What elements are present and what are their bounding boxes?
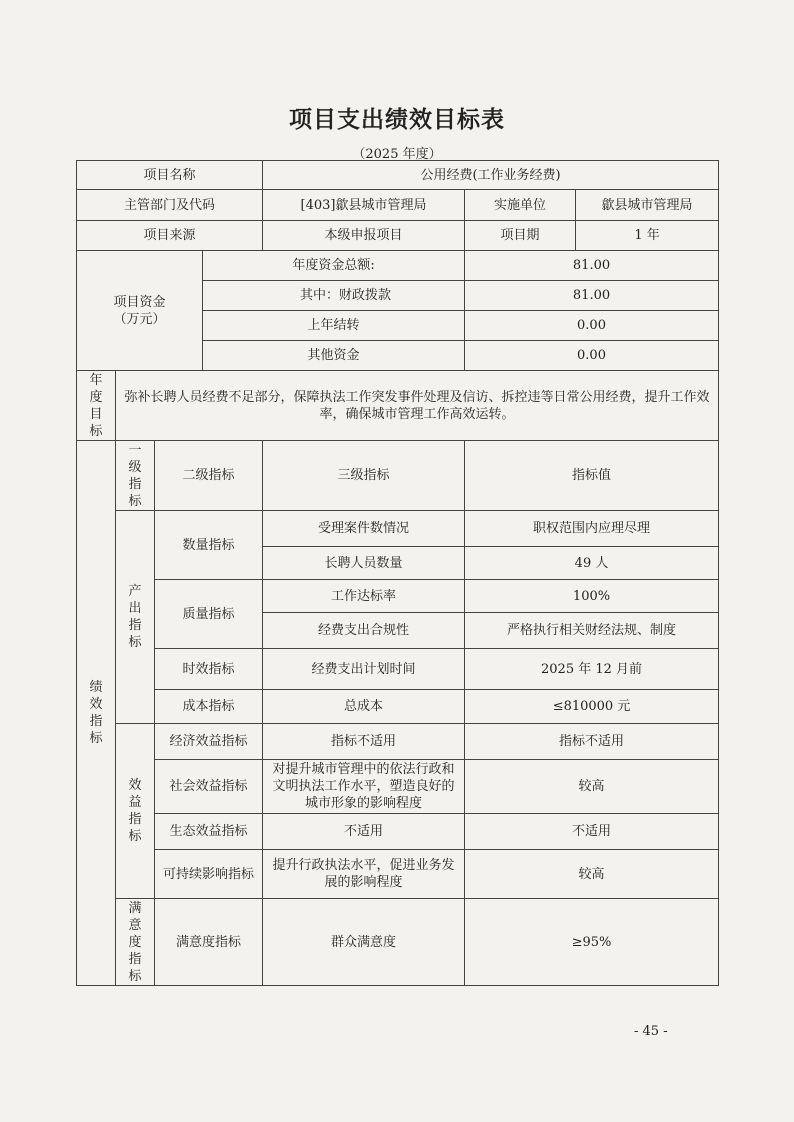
header-level1: 一 级 指 标 xyxy=(116,441,155,511)
value-cell: 不适用 xyxy=(465,814,719,850)
row-indicator-header xyxy=(77,441,719,511)
value-cell: 职权范围内应理尽理 xyxy=(465,511,719,547)
table-row xyxy=(77,649,719,690)
value-source: 本级申报项目 xyxy=(263,221,465,251)
level3-cell: 长聘人员数量 xyxy=(263,547,465,580)
label-dept-code: 主管部门及代码 xyxy=(77,190,263,221)
level2-social: 社会效益指标 xyxy=(155,760,263,814)
level3-cell: 提升行政执法水平，促进业务发展的影响程度 xyxy=(263,850,465,899)
label-performance: 绩 效 指 标 xyxy=(77,441,116,986)
label-impl-unit: 实施单位 xyxy=(465,190,576,221)
level3-cell: 总成本 xyxy=(263,690,465,724)
year-note: （2025 年度） xyxy=(352,147,442,162)
header-value: 指标值 xyxy=(465,441,719,511)
label-annual-total: 年度资金总额: xyxy=(203,251,465,281)
page-title: 项目支出绩效目标表 xyxy=(289,107,505,133)
value-project-name: 公用经费(工作业务经费) xyxy=(263,161,719,190)
page-number: - 45 - xyxy=(634,1024,668,1039)
value-cell: 较高 xyxy=(465,850,719,899)
row-dept xyxy=(77,190,719,221)
value-annual-total: 81.00 xyxy=(465,251,719,281)
value-cell: 指标不适用 xyxy=(465,724,719,760)
level2-timeliness: 时效指标 xyxy=(155,649,263,690)
value-period: 1 年 xyxy=(576,221,719,251)
value-other: 0.00 xyxy=(465,341,719,371)
value-cell: 49 人 xyxy=(465,547,719,580)
table-row xyxy=(77,724,719,760)
table-row xyxy=(77,899,719,986)
table-row xyxy=(77,814,719,850)
value-dept-code: [403]歙县城市管理局 xyxy=(263,190,465,221)
level3-cell: 对提升城市管理中的依法行政和文明执法工作水平，塑造良好的城市形象的影响程度 xyxy=(263,760,465,814)
row-annual-goal xyxy=(77,371,719,441)
group-satisfaction: 满 意 度 指 标 xyxy=(116,899,155,986)
label-carryover: 上年结转 xyxy=(203,311,465,341)
table-row xyxy=(77,760,719,814)
row-project-name xyxy=(77,161,719,190)
label-source: 项目来源 xyxy=(77,221,263,251)
value-cell: 2025 年 12 月前 xyxy=(465,649,719,690)
table-row xyxy=(77,511,719,547)
value-fiscal: 81.00 xyxy=(465,281,719,311)
value-cell: ≤810000 元 xyxy=(465,690,719,724)
value-cell: 较高 xyxy=(465,760,719,814)
level3-cell: 指标不适用 xyxy=(263,724,465,760)
level3-cell: 不适用 xyxy=(263,814,465,850)
level2-sustainable: 可持续影响指标 xyxy=(155,850,263,899)
performance-table xyxy=(76,160,719,986)
label-project-name: 项目名称 xyxy=(77,161,263,190)
level2-economic: 经济效益指标 xyxy=(155,724,263,760)
label-annual-goal: 年 度 目 标 xyxy=(77,371,116,441)
group-benefit: 效 益 指 标 xyxy=(116,724,155,899)
table-row xyxy=(77,690,719,724)
label-other: 其他资金 xyxy=(203,341,465,371)
level3-cell: 工作达标率 xyxy=(263,580,465,613)
table-row xyxy=(77,580,719,613)
value-cell: 100% xyxy=(465,580,719,613)
level3-cell: 群众满意度 xyxy=(263,899,465,986)
header-level3: 三级指标 xyxy=(263,441,465,511)
group-output: 产 出 指 标 xyxy=(116,511,155,724)
level2-ecological: 生态效益指标 xyxy=(155,814,263,850)
level3-cell: 受理案件数情况 xyxy=(263,511,465,547)
header-level2: 二级指标 xyxy=(155,441,263,511)
level2-cost: 成本指标 xyxy=(155,690,263,724)
label-funds: 项目资金 （万元） xyxy=(77,251,203,371)
value-cell: ≥95% xyxy=(465,899,719,986)
table-row xyxy=(77,850,719,899)
level2-quality: 质量指标 xyxy=(155,580,263,649)
value-annual-goal: 弥补长聘人员经费不足部分，保障执法工作突发事件处理及信访、拆控违等日常公用经费，提升工作效率，确保城市管理工作高效运转。 xyxy=(116,371,719,441)
level3-cell: 经费支出计划时间 xyxy=(263,649,465,690)
label-fiscal: 其中：财政拨款 xyxy=(203,281,465,311)
row-source xyxy=(77,221,719,251)
value-carryover: 0.00 xyxy=(465,311,719,341)
label-period: 项目期 xyxy=(465,221,576,251)
value-cell: 严格执行相关财经法规、制度 xyxy=(465,613,719,649)
level2-quantity: 数量指标 xyxy=(155,511,263,580)
value-impl-unit: 歙县城市管理局 xyxy=(576,190,719,221)
row-annual-total xyxy=(77,251,719,281)
level3-cell: 经费支出合规性 xyxy=(263,613,465,649)
level2-satisfaction: 满意度指标 xyxy=(155,899,263,986)
